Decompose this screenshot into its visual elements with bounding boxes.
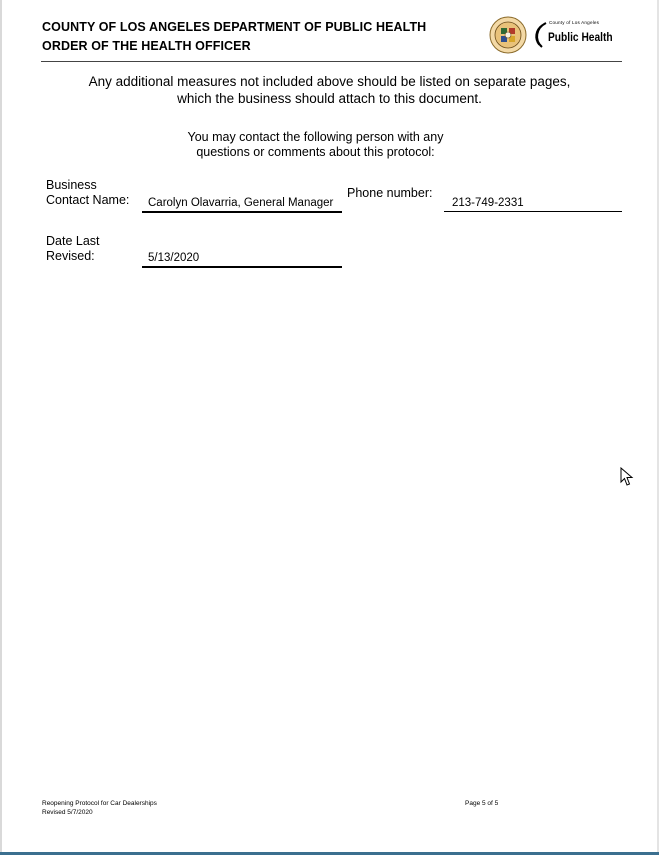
county-seal-icon bbox=[489, 16, 527, 54]
footer-page-number: Page 5 of 5 bbox=[465, 800, 499, 807]
business-contact-value: Carolyn Olavarria, General Manager bbox=[148, 197, 334, 209]
contact-intro-line2: questions or comments about this protocol: bbox=[196, 145, 435, 159]
logo-county-text: County of Los Angeles bbox=[549, 20, 600, 25]
header-title-line2: ORDER OF THE HEALTH OFFICER bbox=[42, 39, 251, 53]
date-revised-value: 5/13/2020 bbox=[148, 252, 200, 264]
contact-intro-line1: You may contact the following person with any bbox=[187, 130, 444, 144]
date-revised-underline bbox=[142, 266, 342, 268]
header-title-line1: COUNTY OF LOS ANGELES DEPARTMENT OF PUBLIC HEALTH bbox=[42, 20, 427, 34]
additional-measures-line1: Any additional measures not included above should be listed on separate pages, bbox=[88, 74, 571, 89]
business-contact-underline bbox=[142, 211, 342, 213]
public-health-logo bbox=[532, 20, 624, 50]
phone-number-value: 213-749-2331 bbox=[452, 197, 524, 209]
footer-document-info: Reopening Protocol for Car Dealerships Revised 5/7/2020 bbox=[42, 800, 157, 816]
business-contact-label: Business Contact Name: bbox=[46, 178, 130, 207]
mouse-cursor-icon bbox=[620, 467, 634, 487]
page-edge-left bbox=[0, 0, 2, 855]
logo-public-health-text: Public Health bbox=[548, 30, 613, 44]
date-revised-label: Date Last Revised: bbox=[46, 234, 100, 263]
additional-measures-line2: which the business should attach to this document. bbox=[177, 91, 482, 106]
header-rule bbox=[41, 61, 622, 62]
swoosh-icon bbox=[532, 22, 548, 48]
phone-number-label: Phone number: bbox=[347, 186, 433, 200]
phone-number-underline bbox=[444, 211, 622, 212]
